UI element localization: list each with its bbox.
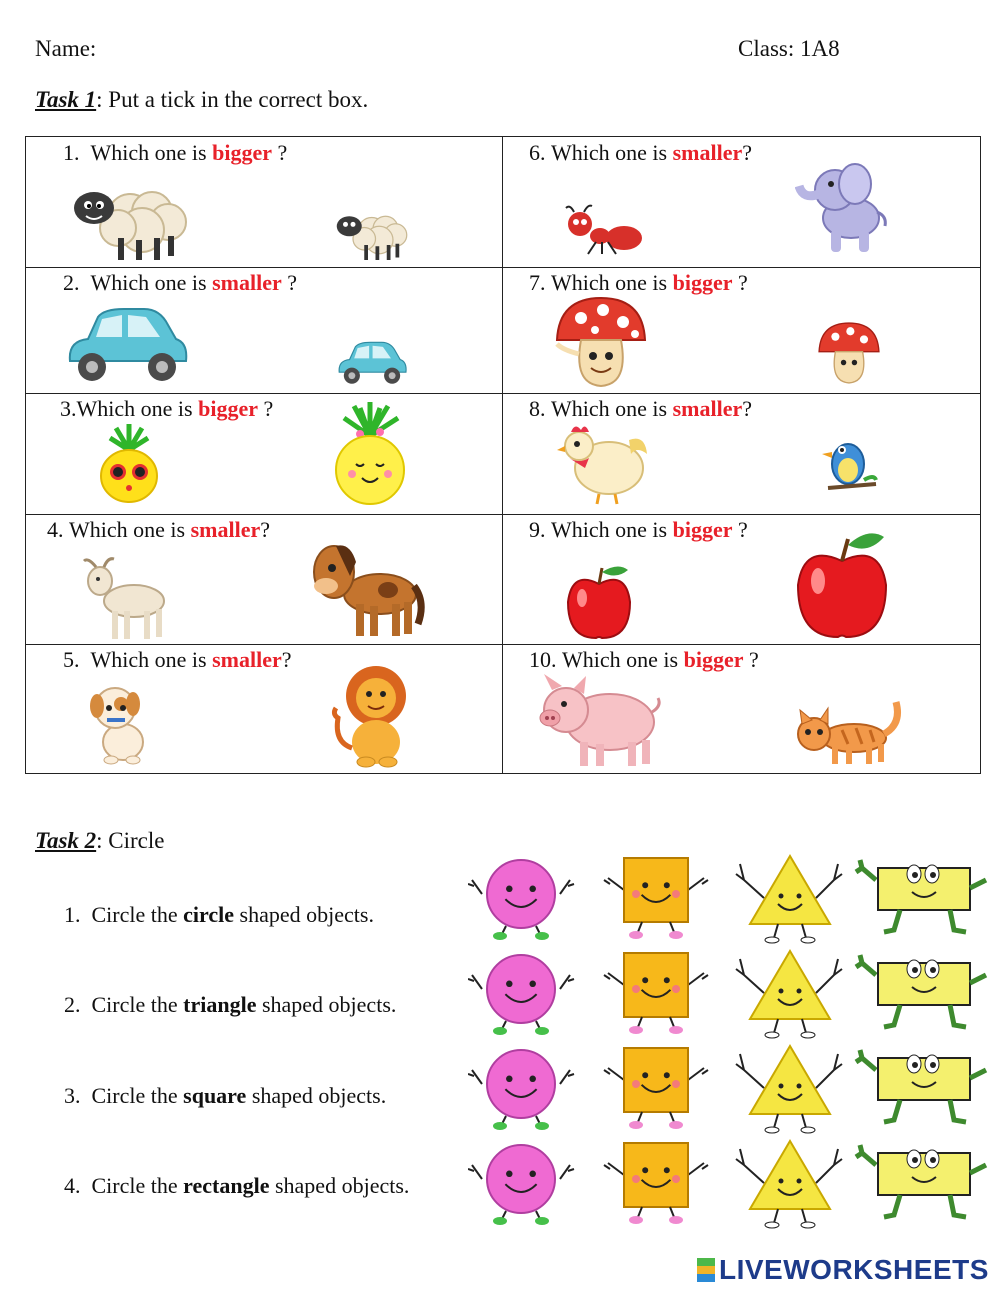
task2-instruction: : Circle bbox=[96, 828, 165, 853]
question-10: 10. Which one is bigger ? bbox=[529, 647, 759, 672]
keyword: smaller bbox=[190, 517, 261, 542]
task2-label: Task 2 bbox=[35, 828, 97, 853]
keyword: bigger bbox=[672, 270, 733, 295]
sheep-small-image[interactable] bbox=[333, 205, 413, 265]
question-4: 4. Which one is smaller? bbox=[47, 517, 271, 542]
liveworksheets-logo bbox=[697, 1254, 989, 1286]
question-9: 9. Which one is bigger ? bbox=[529, 517, 748, 542]
square-character-row-1[interactable] bbox=[602, 850, 712, 944]
circle-character-row-4[interactable] bbox=[468, 1135, 576, 1229]
row-divider bbox=[26, 644, 980, 645]
keyword: smaller bbox=[212, 647, 282, 672]
rectangle-character-row-3[interactable] bbox=[854, 1040, 990, 1134]
task2-item-2: 2. Circle the triangle shaped objects. bbox=[64, 992, 397, 1017]
task1-label: Task 1 bbox=[35, 87, 97, 112]
keyword: smaller bbox=[672, 140, 743, 165]
column-divider bbox=[502, 137, 503, 773]
circle-character-row-3[interactable] bbox=[468, 1040, 576, 1134]
pig-image[interactable] bbox=[534, 672, 664, 770]
question-2: 2. Which one is smaller ? bbox=[63, 270, 298, 295]
apple-small-image[interactable] bbox=[562, 560, 636, 642]
mushroom-big-image[interactable] bbox=[551, 296, 651, 388]
task1-instruction: : Put a tick in the correct box. bbox=[96, 87, 369, 112]
goat-image[interactable] bbox=[78, 553, 174, 643]
name-label: Name: bbox=[35, 36, 97, 61]
question-5: 5. Which one is smaller? bbox=[63, 647, 292, 672]
keyword: smaller bbox=[672, 396, 743, 421]
question-6: 6. Which one is smaller? bbox=[529, 140, 753, 165]
question-3: 3.Which one is bigger ? bbox=[60, 396, 274, 421]
keyword: bigger bbox=[198, 396, 258, 421]
keyword: bigger bbox=[683, 647, 744, 672]
circle-character-row-2[interactable] bbox=[468, 945, 576, 1039]
square-character-row-3[interactable] bbox=[602, 1040, 712, 1134]
bird-image[interactable] bbox=[818, 430, 878, 496]
question-8: 8. Which one is smaller? bbox=[529, 396, 753, 421]
triangle-character-row-2[interactable] bbox=[734, 945, 846, 1039]
task2-item-4: 4. Circle the rectangle shaped objects. bbox=[64, 1173, 410, 1198]
class-label: Class: 1A8 bbox=[738, 36, 840, 61]
horse-image[interactable] bbox=[306, 532, 426, 642]
task2-title bbox=[35, 828, 164, 854]
rectangle-character-row-4[interactable] bbox=[854, 1135, 990, 1229]
pineapple-small-image[interactable] bbox=[96, 424, 162, 504]
keyword: smaller bbox=[212, 270, 282, 295]
rectangle-character-row-2[interactable] bbox=[854, 945, 990, 1039]
square-character-row-4[interactable] bbox=[602, 1135, 712, 1229]
circle-character-row-1[interactable] bbox=[468, 850, 576, 944]
puppy-image[interactable] bbox=[85, 680, 155, 766]
task2-item-1: 1. Circle the circle shaped objects. bbox=[64, 902, 374, 927]
row-divider bbox=[26, 393, 980, 394]
task1-title bbox=[35, 87, 368, 113]
question-7: 7. Which one is bigger ? bbox=[529, 270, 748, 295]
row-divider bbox=[26, 267, 980, 268]
car-big-image[interactable] bbox=[64, 305, 190, 385]
elephant-image[interactable] bbox=[795, 160, 889, 256]
triangle-character-row-1[interactable] bbox=[734, 850, 846, 944]
keyword: bigger bbox=[212, 140, 272, 165]
rectangle-character-row-1[interactable] bbox=[854, 850, 990, 944]
apple-big-image[interactable] bbox=[792, 527, 892, 641]
triangle-character-row-4[interactable] bbox=[734, 1135, 846, 1229]
cat-image[interactable] bbox=[792, 696, 908, 768]
mushroom-small-image[interactable] bbox=[815, 318, 883, 388]
pineapple-big-image[interactable] bbox=[330, 402, 410, 506]
triangle-character-row-3[interactable] bbox=[734, 1040, 846, 1134]
logo-text: LIVEWORKSHEETS bbox=[719, 1254, 989, 1285]
ant-image[interactable] bbox=[562, 204, 646, 256]
hen-image[interactable] bbox=[555, 420, 651, 506]
question-1: 1. Which one is bigger ? bbox=[63, 140, 288, 165]
keyword: bigger bbox=[672, 517, 733, 542]
square-character-row-2[interactable] bbox=[602, 945, 712, 1039]
lion-image[interactable] bbox=[328, 662, 414, 768]
logo-mark-icon bbox=[697, 1258, 715, 1282]
task2-item-3: 3. Circle the square shaped objects. bbox=[64, 1083, 387, 1108]
car-small-image[interactable] bbox=[335, 340, 409, 386]
row-divider bbox=[26, 514, 980, 515]
sheep-big-image[interactable] bbox=[68, 178, 196, 264]
